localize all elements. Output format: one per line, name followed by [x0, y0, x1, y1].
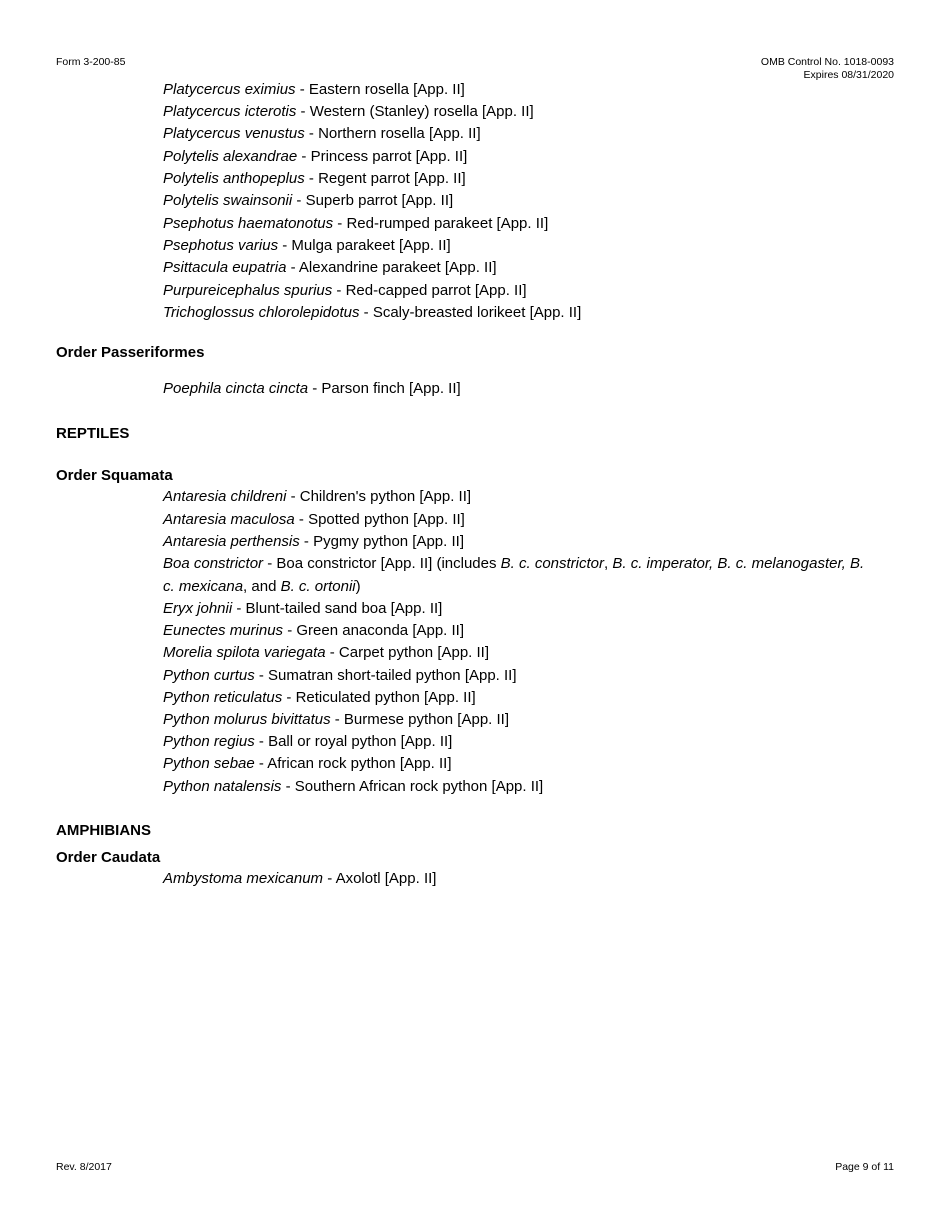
common-name: - Parson finch [App. II] [308, 380, 461, 397]
closing-paren: ) [355, 578, 361, 595]
species-entry [163, 81, 465, 99]
species-entry [163, 282, 527, 300]
scientific-name: Antaresia perthensis [163, 533, 300, 550]
scientific-name: Python molurus bivittatus [163, 711, 331, 728]
species-entry [163, 778, 543, 796]
subspecies-name: B. c. imperator, B. c. melanogaster, B. [612, 555, 865, 572]
species-entry [163, 644, 489, 662]
common-name: - Superb parrot [App. II] [292, 192, 454, 209]
common-name: - Alexandrine parakeet [App. II] [286, 259, 497, 276]
scientific-name: Python sebae [163, 755, 255, 772]
subspecies-name: B. c. constrictor [500, 555, 605, 572]
class-heading-reptiles: REPTILES [56, 425, 130, 442]
page-number: Page 9 of 11 [835, 1161, 894, 1173]
common-name: - Boa constrictor [App. II] (includes [263, 555, 501, 572]
common-name: - Mulga parakeet [App. II] [278, 237, 451, 254]
scientific-name: Eunectes murinus [163, 622, 284, 639]
scientific-name: Psephotus varius [163, 237, 279, 254]
common-name: - Children's python [App. II] [286, 488, 472, 505]
scientific-name: Python curtus [163, 667, 255, 684]
species-entry [163, 380, 461, 398]
common-name: - African rock python [App. II] [254, 755, 452, 772]
species-entry [163, 667, 517, 685]
scientific-name: Trichoglossus chlorolepidotus [163, 304, 360, 321]
order-heading-squamata: Order Squamata [56, 467, 173, 484]
subspecies-name: B. c. ortonii [280, 578, 356, 595]
species-entry [163, 170, 466, 188]
scientific-name: Polytelis anthopeplus [163, 170, 305, 187]
expiration-date: Expires 08/31/2020 [803, 69, 894, 81]
omb-control-number: OMB Control No. 1018-0093 [760, 56, 894, 68]
species-entry [163, 511, 465, 529]
order-heading-passeriformes: Order Passeriformes [56, 344, 205, 361]
species-entry [163, 711, 509, 729]
common-name: - Blunt-tailed sand boa [App. II] [232, 600, 443, 617]
scientific-name: Polytelis alexandrae [163, 148, 298, 165]
scientific-name: Eryx johnii [163, 600, 233, 617]
omb-info [761, 56, 894, 82]
scientific-name: Antaresia maculosa [163, 511, 295, 528]
revision-date: Rev. 8/2017 [56, 1161, 112, 1173]
species-entry [163, 148, 467, 166]
form-number: Form 3-200-85 [56, 56, 126, 68]
class-heading-amphibians: AMPHIBIANS [56, 822, 152, 839]
species-entry [163, 125, 481, 143]
species-entry [163, 622, 464, 640]
scientific-name: Antaresia childreni [163, 488, 287, 505]
scientific-name: Python natalensis [163, 778, 282, 795]
species-entry [163, 733, 452, 751]
scientific-name: Psephotus haematonotus [163, 215, 334, 232]
common-name: - Spotted python [App. II] [294, 511, 465, 528]
species-entry [163, 689, 476, 707]
subspecies-name: c. mexicana [163, 578, 244, 595]
species-entry [163, 304, 581, 322]
common-name: - Princess parrot [App. II] [297, 148, 468, 165]
scientific-name: Ambystoma mexicanum [163, 870, 324, 887]
order-heading-caudata: Order Caudata [56, 849, 161, 866]
scientific-name: Morelia spilota variegata [163, 644, 326, 661]
species-entry [163, 192, 453, 210]
species-entry [163, 215, 548, 233]
separator: , and [243, 578, 281, 595]
species-entry-boa [163, 555, 864, 573]
species-entry [163, 259, 497, 277]
common-name: - Pygmy python [App. II] [299, 533, 464, 550]
scientific-name: Psittacula eupatria [163, 259, 287, 276]
common-name: - Eastern rosella [App. II] [295, 81, 465, 98]
separator: , [604, 555, 613, 572]
scientific-name: Python regius [163, 733, 255, 750]
scientific-name: Python reticulatus [163, 689, 283, 706]
species-entry [163, 103, 534, 121]
scientific-name: Platycercus icterotis [163, 103, 297, 120]
scientific-name: Polytelis swainsonii [163, 192, 293, 209]
common-name: - Burmese python [App. II] [330, 711, 509, 728]
species-entry [163, 533, 464, 551]
common-name: - Red-rumped parakeet [App. II] [333, 215, 549, 232]
common-name: - Reticulated python [App. II] [282, 689, 476, 706]
common-name: - Sumatran short-tailed python [App. II] [254, 667, 517, 684]
species-entry [163, 488, 471, 506]
common-name: - Regent parrot [App. II] [304, 170, 466, 187]
common-name: - Western (Stanley) rosella [App. II] [296, 103, 534, 120]
species-entry-boa-continued [163, 578, 361, 596]
scientific-name: Platycercus eximius [163, 81, 296, 98]
scientific-name: Poephila cincta cincta [163, 380, 309, 397]
species-entry [163, 237, 451, 255]
species-entry [163, 755, 452, 773]
scientific-name: Purpureicephalus spurius [163, 282, 333, 299]
scientific-name: Boa constrictor [163, 555, 264, 572]
common-name: - Carpet python [App. II] [325, 644, 490, 661]
common-name: - Northern rosella [App. II] [304, 125, 481, 142]
common-name: - Southern African rock python [App. II] [281, 778, 544, 795]
common-name: - Scaly-breasted lorikeet [App. II] [359, 304, 582, 321]
species-entry [163, 870, 436, 888]
common-name: - Axolotl [App. II] [323, 870, 437, 887]
common-name: - Ball or royal python [App. II] [254, 733, 453, 750]
species-entry [163, 600, 442, 618]
common-name: - Red-capped parrot [App. II] [332, 282, 527, 299]
scientific-name: Platycercus venustus [163, 125, 305, 142]
common-name: - Green anaconda [App. II] [283, 622, 465, 639]
